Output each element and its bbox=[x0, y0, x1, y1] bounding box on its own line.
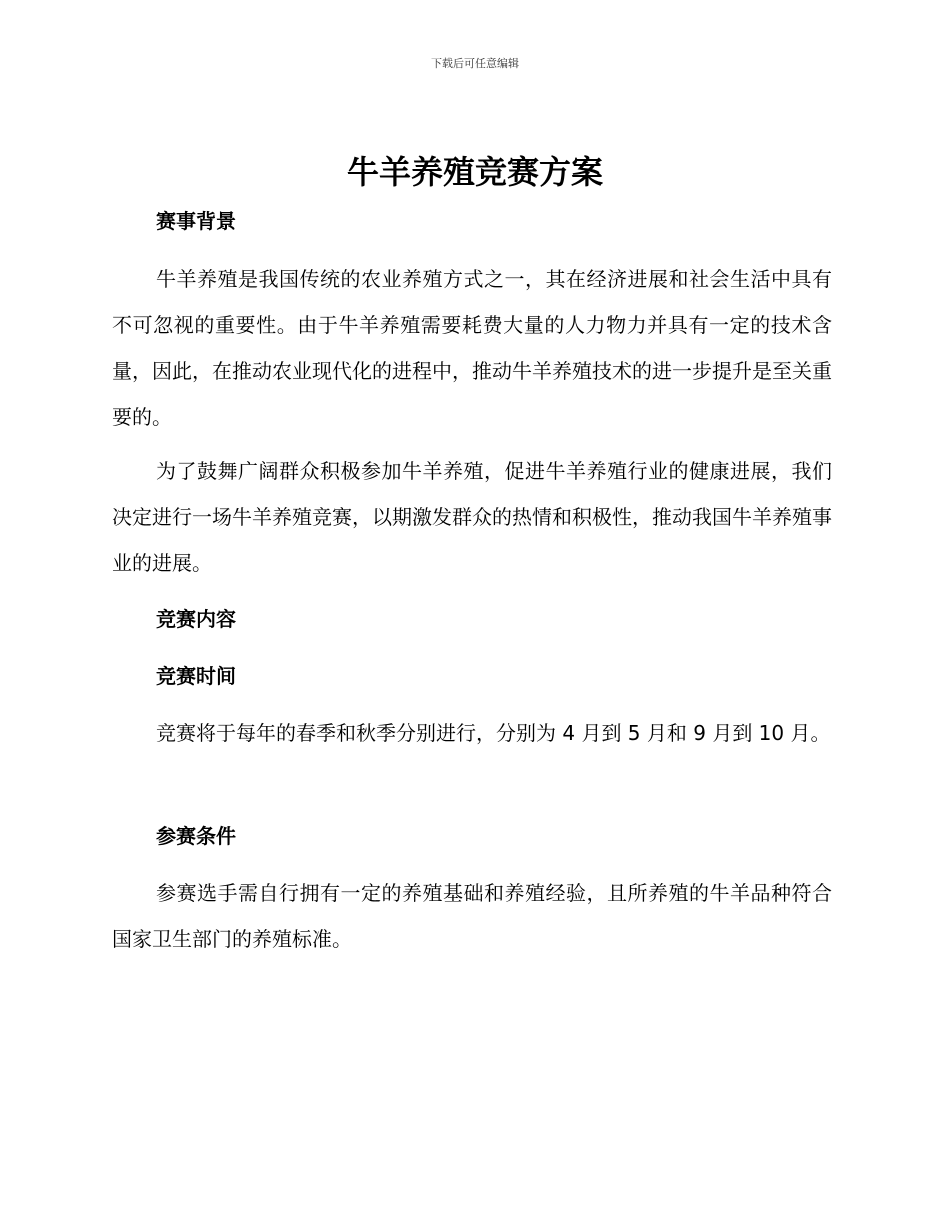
section-heading-conditions: 参赛条件 bbox=[156, 824, 236, 848]
paragraph-conditions: 参赛选手需自行拥有一定的养殖基础和养殖经验，且所养殖的牛羊品种符合国家卫生部门的养殖标准。 bbox=[112, 881, 832, 951]
section-heading-time: 竞赛时间 bbox=[156, 664, 236, 688]
section-heading-content: 竞赛内容 bbox=[156, 607, 236, 631]
document-title: 牛羊养殖竞赛方案 bbox=[346, 153, 603, 191]
section-heading-background: 赛事背景 bbox=[156, 209, 236, 233]
paragraph-background-1: 牛羊养殖是我国传统的农业养殖方式之一，其在经济进展和社会生活中具有不可忽视的重要性。由于牛羊养殖需要耗费大量的人力物力并具有一定的技术含量，因此，在推动农业现代化的进程中，推动牛羊养殖技术的进一步提升是至关重要的。 bbox=[112, 267, 832, 429]
paragraph-time: 竞赛将于每年的春季和秋季分别进行，分别为 4 月到 5 月和 9 月到 10 月。 bbox=[156, 721, 831, 745]
header-note: 下载后可任意编辑 bbox=[431, 57, 519, 70]
paragraph-background-2: 为了鼓舞广阔群众积极参加牛羊养殖，促进牛羊养殖行业的健康进展，我们决定进行一场牛羊养殖竞赛，以期激发群众的热情和积极性，推动我国牛羊养殖事业的进展。 bbox=[112, 459, 832, 575]
